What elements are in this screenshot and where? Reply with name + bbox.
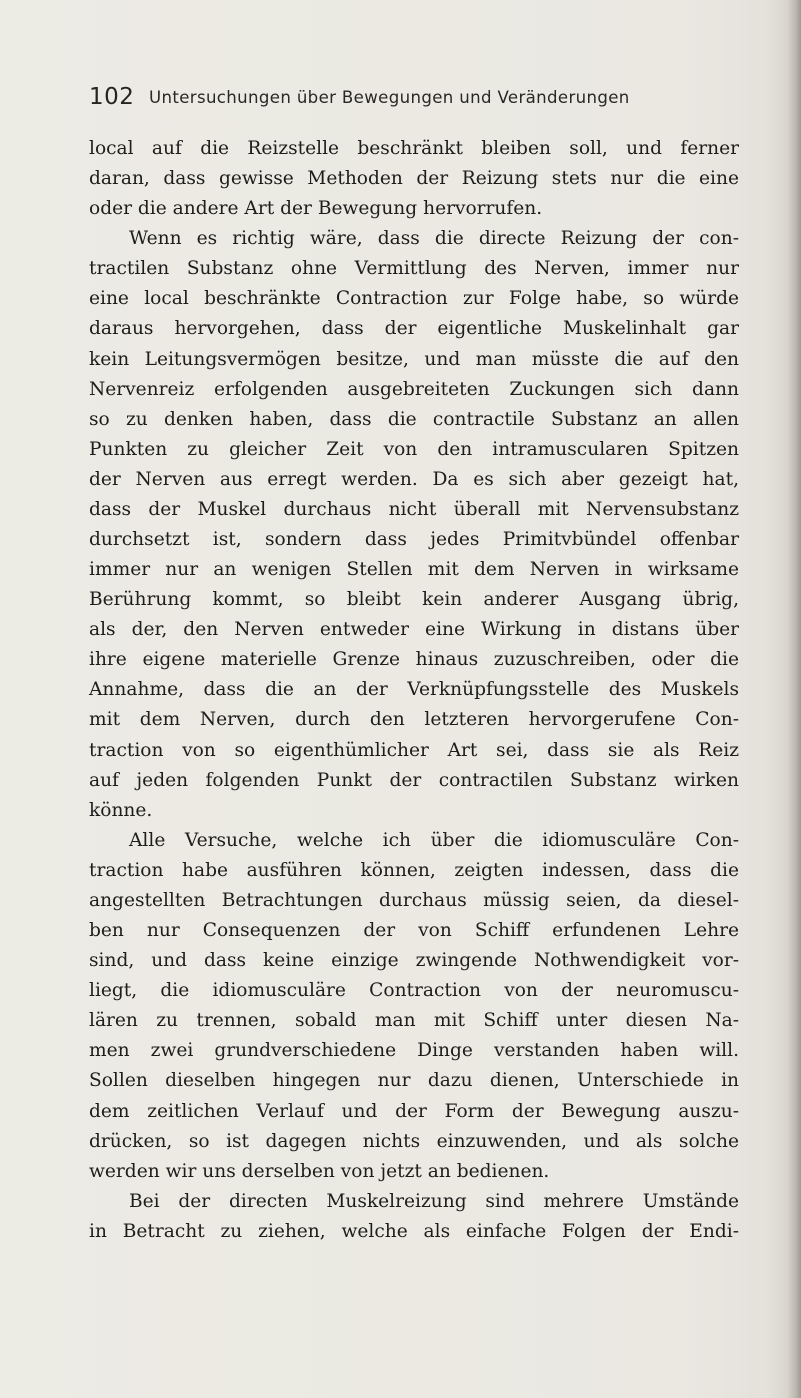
text-line: daraus hervorgehen, dass der eigentliche Muskelinhalt gar <box>89 318 739 340</box>
text-line: Punkten zu gleicher Zeit von den intramuscularen Spitzen <box>89 438 739 460</box>
text-line: men zwei grundverschiedene Dinge verstanden haben will. <box>89 1040 739 1062</box>
text-line: so zu denken haben, dass die contractile Substanz an allen <box>89 408 739 430</box>
text-line: Bei der directen Muskelreizung sind mehrere Umstände <box>129 1190 739 1212</box>
text-line: ihre eigene materielle Grenze hinaus zuzuschreiben, oder die <box>89 649 739 671</box>
text-line: angestellten Betrachtungen durchaus müssig seien, da diesel- <box>89 889 739 911</box>
text-line: mit dem Nerven, durch den letzteren hervorgerufene Con- <box>89 709 739 731</box>
text-line: Sollen dieselben hingegen nur dazu dienen, Unterschiede in <box>89 1070 739 1092</box>
text-line: der Nerven aus erregt werden. Da es sich aber gezeigt hat, <box>89 468 739 490</box>
body-text <box>89 134 739 1247</box>
text-line: traction von so eigenthümlicher Art sei, dass sie als Reiz <box>89 739 739 761</box>
text-line: liegt, die idiomusculäre Contraction von der neuromuscu- <box>89 980 739 1002</box>
text-line: drücken, so ist dagegen nichts einzuwenden, und als solche <box>89 1130 739 1152</box>
text-line: Alle Versuche, welche ich über die idiomusculäre Con- <box>129 829 739 851</box>
text-line: dem zeitlichen Verlauf und der Form der Bewegung auszu- <box>89 1100 739 1122</box>
text-line: tractilen Substanz ohne Vermittlung des Nerven, immer nur <box>89 258 739 280</box>
text-line: immer nur an wenigen Stellen mit dem Nerven in wirksame <box>89 559 739 581</box>
text-line: durchsetzt ist, sondern dass jedes Primitvbündel offenbar <box>89 529 739 551</box>
text-line: Wenn es richtig wäre, dass die directe Reizung der con- <box>129 228 739 250</box>
text-line: kein Leitungsvermögen besitze, und man müsste die auf den <box>89 348 739 370</box>
text-line: eine local beschränkte Contraction zur Folge habe, so würde <box>89 288 739 310</box>
text-line: werden wir uns derselben von jetzt an bedienen. <box>89 1160 550 1182</box>
text-line: sind, und dass keine einzige zwingende Nothwendigkeit vor- <box>89 950 739 972</box>
text-line: local auf die Reizstelle beschränkt bleiben soll, und ferner <box>89 138 739 159</box>
text-line: Berührung kommt, so bleibt kein anderer Ausgang übrig, <box>89 589 739 611</box>
text-line: daran, dass gewisse Methoden der Reizung stets nur die eine <box>89 168 739 190</box>
text-line: ben nur Consequenzen der von Schiff erfundenen Lehre <box>89 920 739 942</box>
text-line: dass der Muskel durchaus nicht überall mit Nervensubstanz <box>89 498 739 520</box>
text-line: traction habe ausführen können, zeigten indessen, dass die <box>89 859 739 881</box>
running-head: Untersuchungen über Bewegungen und Veränderungen <box>149 88 630 107</box>
text-line: lären zu trennen, sobald man mit Schiff unter diesen Na- <box>89 1010 739 1032</box>
page-edge-shadow <box>787 0 801 1398</box>
text-line: könne. <box>89 799 153 821</box>
page-number: 102 <box>89 84 135 110</box>
text-line: als der, den Nerven entweder eine Wirkung in distans über <box>89 619 739 641</box>
text-line: auf jeden folgenden Punkt der contractilen Substanz wirken <box>89 769 739 791</box>
text-line: Annahme, dass die an der Verknüpfungsstelle des Muskels <box>89 679 739 701</box>
text-line: Nervenreiz erfolgenden ausgebreiteten Zuckungen sich dann <box>89 378 739 400</box>
text-line: in Betracht zu ziehen, welche als einfache Folgen der Endi- <box>89 1220 739 1242</box>
page-header <box>89 84 709 118</box>
text-line: oder die andere Art der Bewegung hervorrufen. <box>89 198 543 220</box>
